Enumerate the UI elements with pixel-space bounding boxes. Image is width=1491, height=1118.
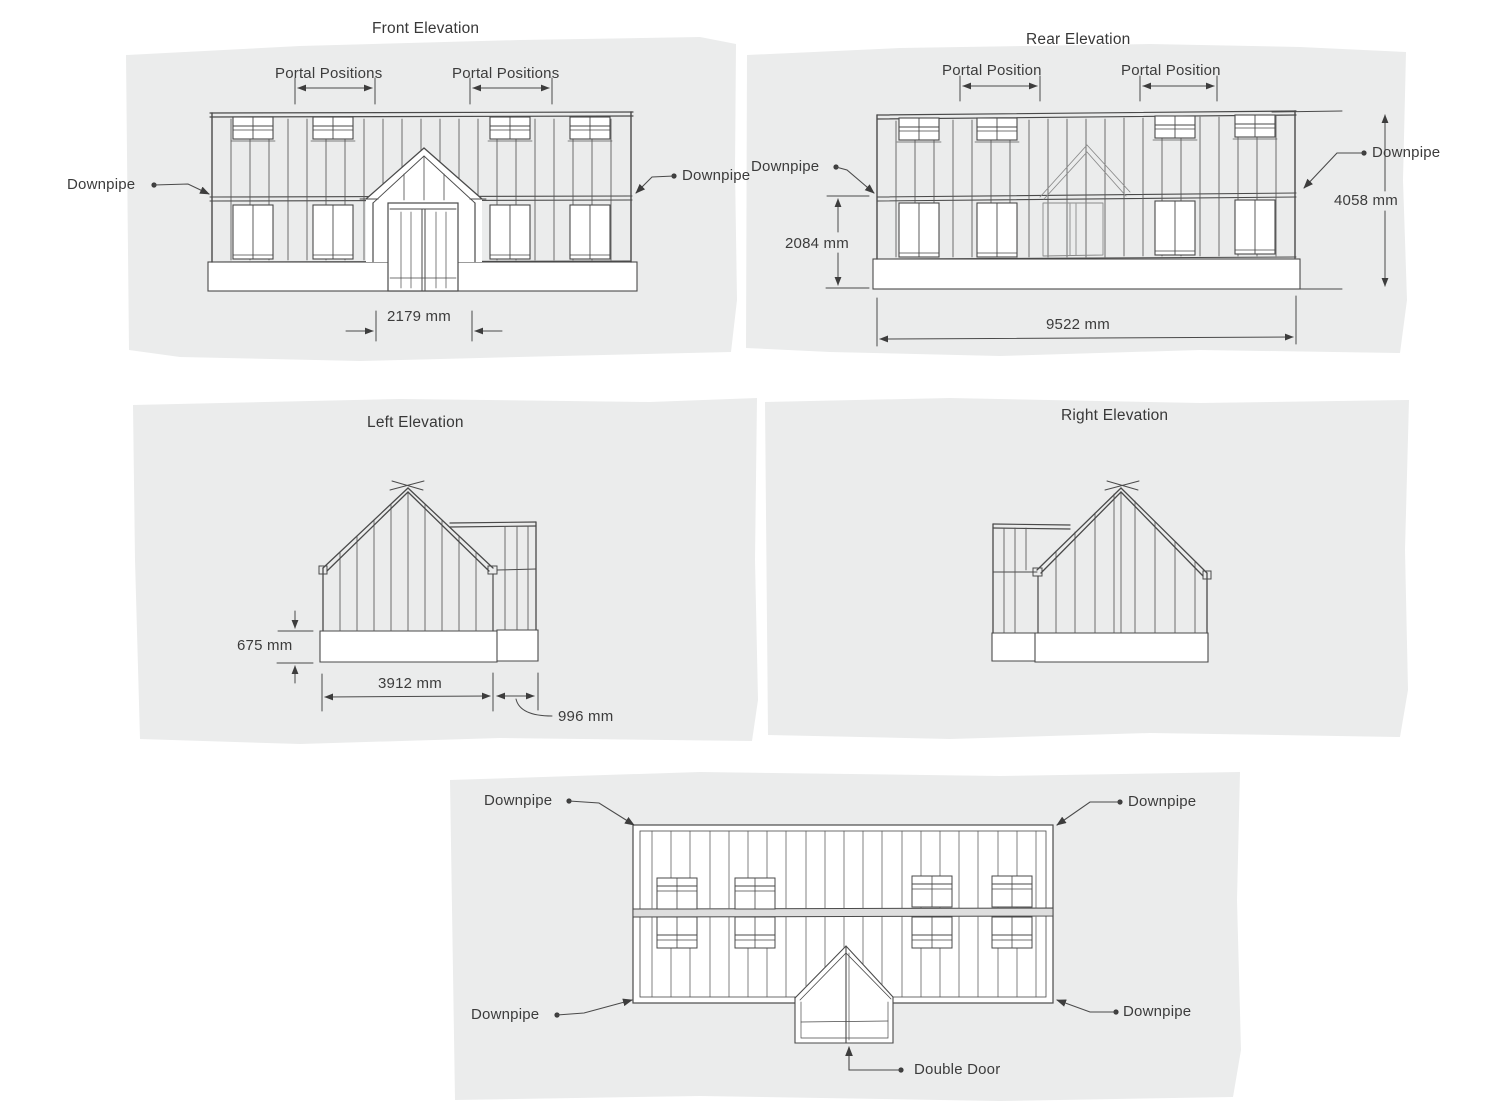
plan-downpipe-label-bottom-left: Downpipe bbox=[471, 1006, 540, 1023]
left-elevation-title: Left Elevation bbox=[367, 414, 464, 431]
rear-downpipe-label-left: Downpipe bbox=[751, 158, 820, 175]
rear-elevation-title: Rear Elevation bbox=[1026, 31, 1131, 48]
front-portal-positions-label-1: Portal Positions bbox=[275, 65, 383, 82]
front-door-width-dimension-label: 2179 mm bbox=[387, 308, 451, 325]
plan-downpipe-label-top-right: Downpipe bbox=[1128, 793, 1197, 810]
rear-ridge-height-dimension-label: 4058 mm bbox=[1334, 192, 1398, 209]
rear-eave-height-dimension-label: 2084 mm bbox=[785, 235, 849, 252]
left-leanto-width-dimension-label: 996 mm bbox=[558, 708, 614, 725]
plan-double-door-label: Double Door bbox=[914, 1061, 1001, 1078]
rear-downpipe-label-right: Downpipe bbox=[1372, 144, 1441, 161]
front-elevation-title: Front Elevation bbox=[372, 20, 480, 37]
front-portal-positions-label-2: Portal Positions bbox=[452, 65, 560, 82]
left-base-height-dimension-label: 675 mm bbox=[237, 637, 293, 654]
rear-portal-position-label-2: Portal Position bbox=[1121, 62, 1221, 79]
left-main-width-dimension-label: 3912 mm bbox=[378, 675, 442, 692]
right-elevation-title: Right Elevation bbox=[1061, 407, 1169, 424]
front-downpipe-label-right: Downpipe bbox=[682, 167, 751, 184]
plan-downpipe-label-top-left: Downpipe bbox=[484, 792, 553, 809]
front-downpipe-label-left: Downpipe bbox=[67, 176, 136, 193]
rear-portal-position-label-1: Portal Position bbox=[942, 62, 1042, 79]
rear-overall-width-dimension-label: 9522 mm bbox=[1046, 316, 1110, 333]
plan-downpipe-label-bottom-right: Downpipe bbox=[1123, 1003, 1192, 1020]
